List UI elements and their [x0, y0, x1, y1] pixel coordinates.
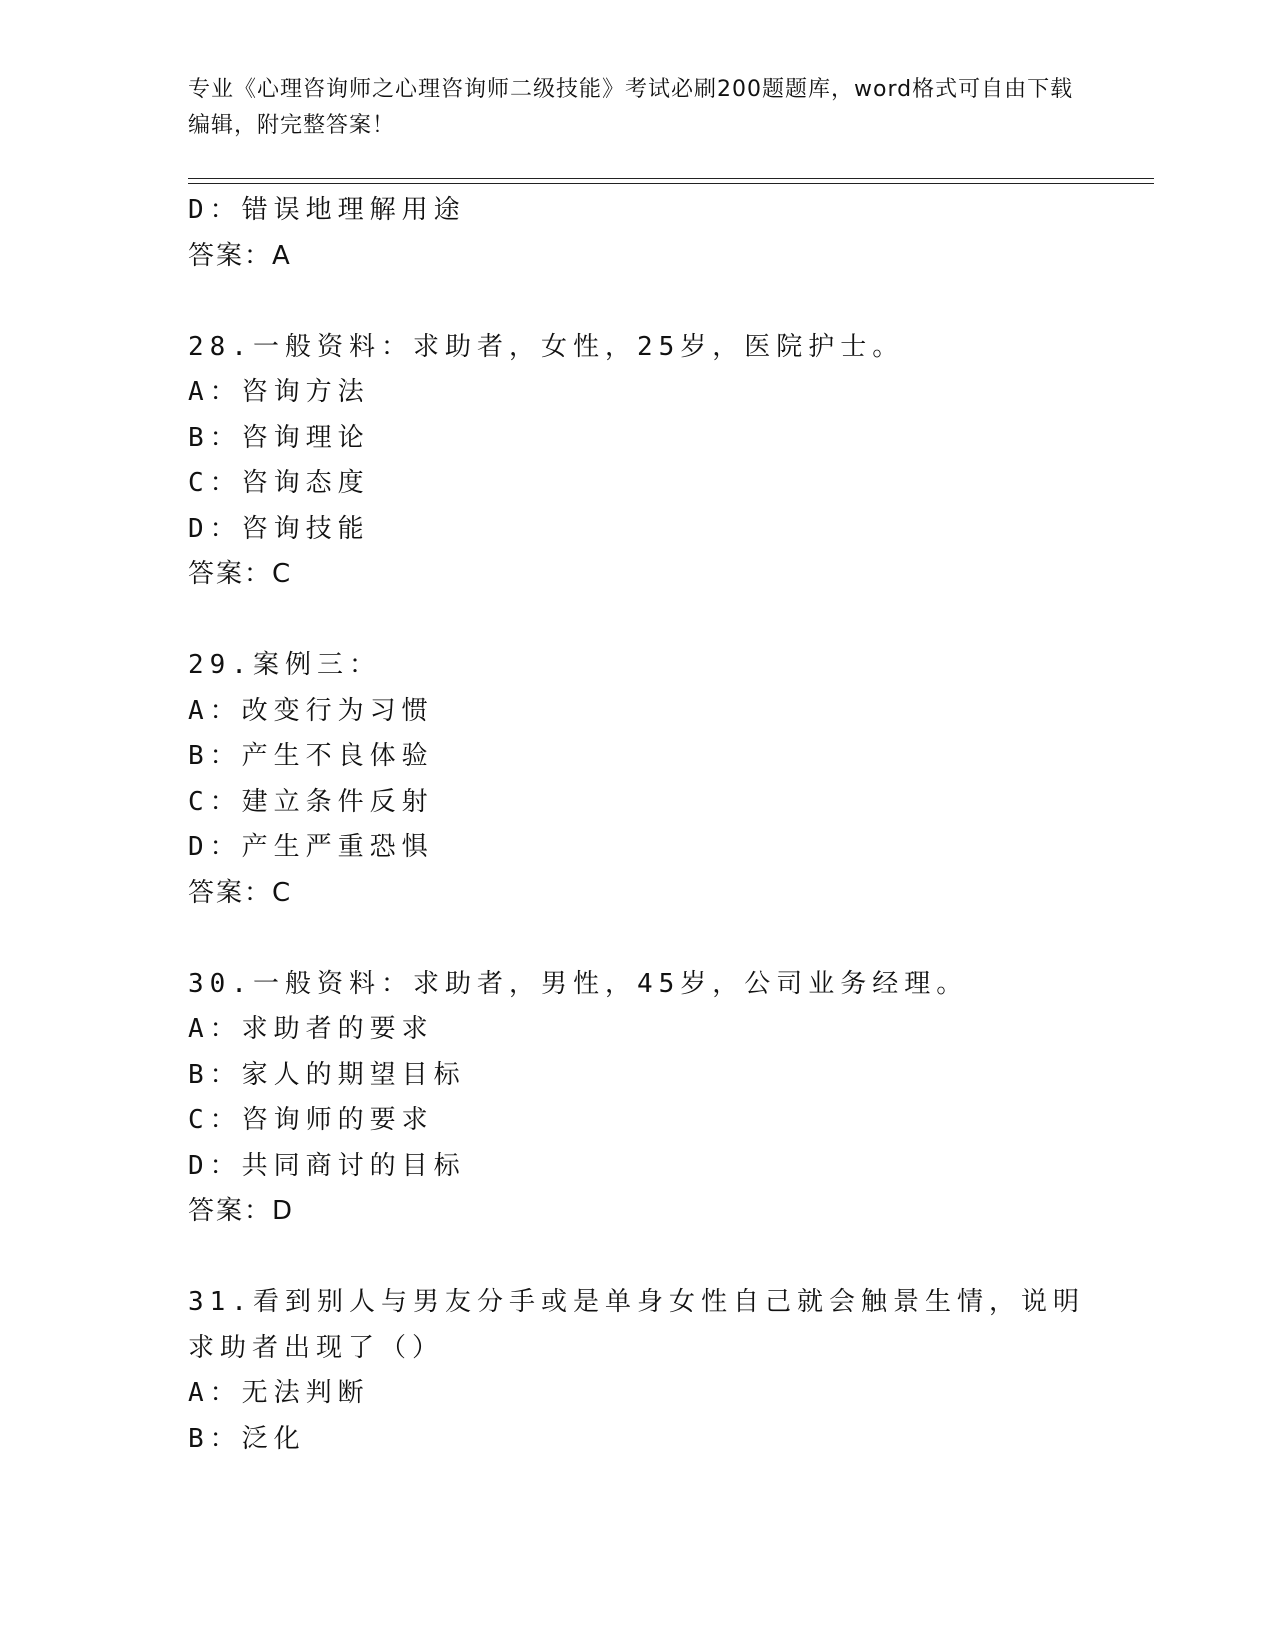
question-31 — [188, 1280, 1088, 1462]
option-a: A：改变行为习惯 — [188, 695, 434, 726]
option-d: D：产生严重恐惧 — [188, 832, 434, 862]
option-b: B：咨询理论 — [188, 422, 370, 453]
option-a: A：求助者的要求 — [188, 1014, 434, 1044]
answer: 答案：A — [188, 240, 292, 271]
answer: 答案：C — [188, 877, 293, 908]
option-a: A：无法判断 — [188, 1378, 370, 1408]
answer: 答案：C — [188, 559, 293, 589]
header-divider-bottom — [188, 183, 1154, 184]
question-28 — [188, 325, 1088, 598]
document-header: 专业《心理咨询师之心理咨询师二级技能》考试必刷200题题库，word格式可自由下载编辑，附完整答案！ — [188, 77, 1074, 138]
option-b: B：产生不良体验 — [188, 741, 434, 771]
option-d: D：咨询技能 — [188, 513, 370, 544]
question-list — [188, 188, 1088, 1462]
question-stem: 29.案例三： — [188, 650, 381, 680]
option-b: B：家人的期望目标 — [188, 1059, 466, 1090]
question-30 — [188, 962, 1088, 1235]
option-c: C：咨询师的要求 — [188, 1105, 434, 1135]
answer: 答案：D — [188, 1196, 295, 1226]
header-divider-top — [188, 178, 1154, 179]
option-c: C：建立条件反射 — [188, 786, 434, 817]
option-d: D：错误地理解用途 — [188, 195, 466, 225]
question-stem: 28.一般资料：求助者，女性，25岁，医院护士。 — [188, 331, 905, 362]
option-a: A：咨询方法 — [188, 377, 370, 407]
question-stem: 31.看到别人与男友分手或是单身女性自己就会触景生情，说明求助者出现了（） — [188, 1287, 1085, 1363]
question-stem: 30.一般资料：求助者，男性，45岁，公司业务经理。 — [188, 968, 969, 999]
option-d: D：共同商讨的目标 — [188, 1150, 466, 1181]
question-27 — [188, 188, 1088, 279]
question-29 — [188, 643, 1088, 916]
option-b: B：泛化 — [188, 1423, 306, 1454]
option-c: C：咨询态度 — [188, 468, 370, 498]
